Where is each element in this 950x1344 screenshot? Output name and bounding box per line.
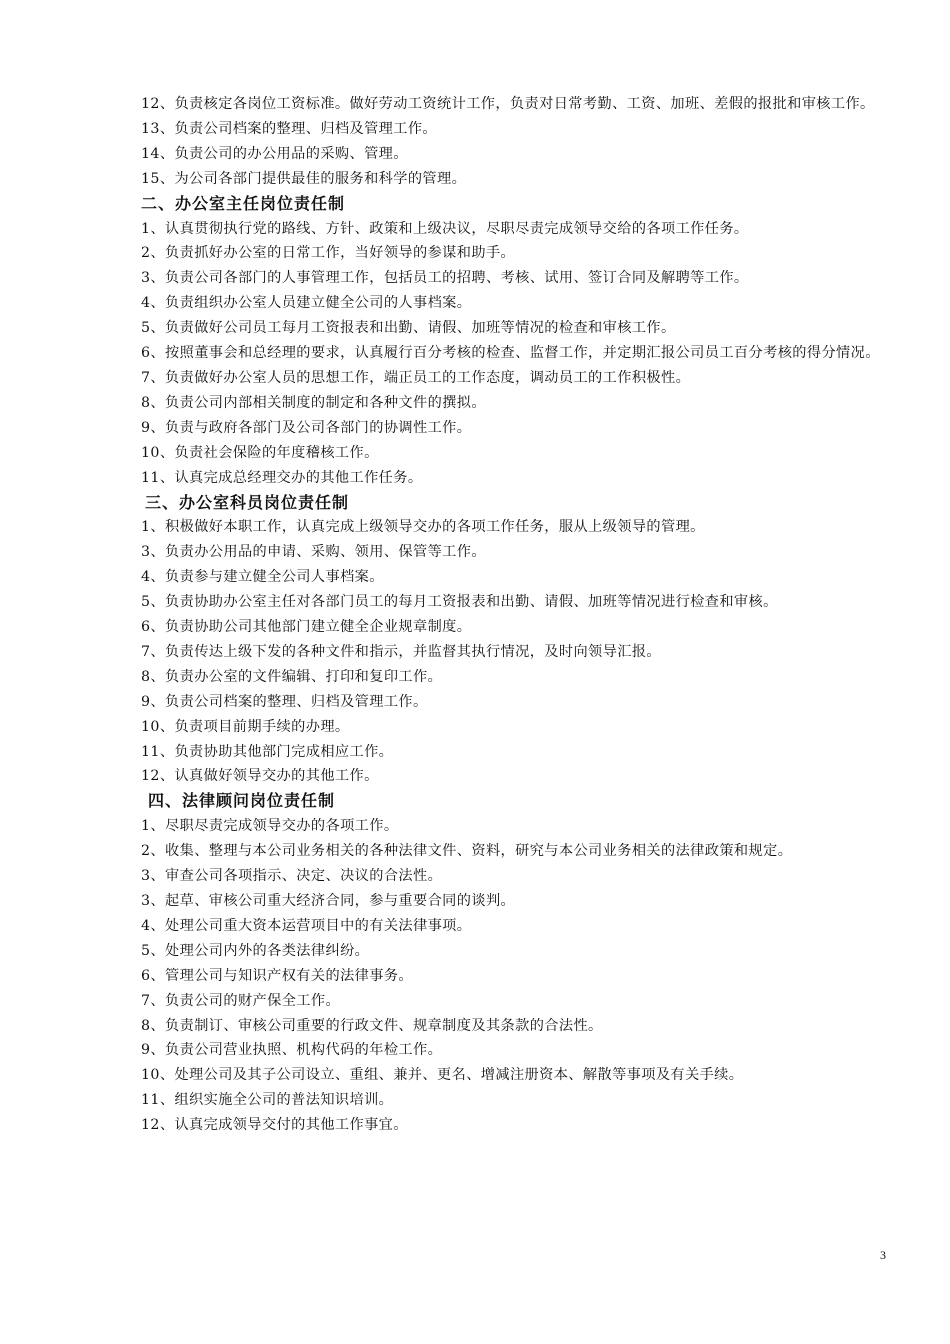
section-heading-office-clerk: 三、办公室科员岗位责任制 [145, 492, 350, 512]
paragraph: 12、认真完成领导交付的其他工作事宜。 [141, 1117, 408, 1134]
paragraph: 5、处理公司内外的各类法律纠纷。 [141, 942, 370, 959]
paragraph: 1、积极做好本职工作，认真完成上级领导交办的各项工作任务，服从上级领导的管理。 [141, 519, 705, 536]
paragraph: 8、负责制订、审核公司重要的行政文件、规章制度及其条款的合法性。 [141, 1017, 603, 1034]
paragraph: 11、认真完成总经理交办的其他工作任务。 [141, 469, 423, 486]
paragraph: 9、负责公司档案的整理、归档及管理工作。 [141, 693, 428, 710]
paragraph: 5、负责做好公司员工每月工资报表和出勤、请假、加班等情况的检查和审核工作。 [141, 320, 676, 337]
paragraph: 6、按照董事会和总经理的要求，认真履行百分考核的检查、监督工作，并定期汇报公司员工百分考核的得分情况。 [141, 345, 880, 362]
page-number: 3 [880, 1248, 886, 1262]
paragraph: 10、处理公司及其子公司设立、重组、兼并、更名、增减注册资本、解散等事项及有关手续。 [141, 1067, 744, 1084]
paragraph: 4、处理公司重大资本运营项目中的有关法律事项。 [141, 917, 472, 934]
section-heading-office-director: 二、办公室主任岗位责任制 [141, 193, 346, 213]
paragraph: 7、负责公司的财产保全工作。 [141, 992, 341, 1009]
paragraph: 11、组织实施全公司的普法知识培训。 [141, 1092, 394, 1109]
paragraph: 8、负责公司内部相关制度的制定和各种文件的撰拟。 [141, 394, 486, 411]
paragraph: 4、负责参与建立健全公司人事档案。 [141, 569, 384, 586]
paragraph: 2、负责抓好办公室的日常工作，当好领导的参谋和助手。 [141, 245, 516, 262]
paragraph: 12、负责核定各岗位工资标准。做好劳动工资统计工作，负责对日常考勤、工资、加班、差假的报批和审核工作。 [141, 96, 875, 112]
paragraph: 15、为公司各部门提供最佳的服务和科学的管理。 [141, 170, 467, 187]
paragraph: 3、负责办公用品的申请、采购、领用、保管等工作。 [141, 544, 486, 561]
paragraph: 6、管理公司与知识产权有关的法律事务。 [141, 967, 414, 984]
paragraph: 1、认真贯彻执行党的路线、方针、政策和上级决议，尽职尽责完成领导交给的各项工作任务。 [141, 220, 749, 237]
document-body [110, 92, 896, 1138]
paragraph: 1、尽职尽责完成领导交办的各项工作。 [141, 818, 399, 835]
paragraph: 3、审查公司各项指示、决定、决议的合法性。 [141, 868, 443, 885]
paragraph: 10、负责社会保险的年度稽核工作。 [141, 444, 379, 461]
paragraph: 4、负责组织办公室人员建立健全公司的人事档案。 [141, 295, 472, 312]
paragraph: 5、负责协助办公室主任对各部门员工的每月工资报表和出勤、请假、加班等情况进行检查和审核。 [141, 594, 778, 611]
paragraph: 13、负责公司档案的整理、归档及管理工作。 [141, 120, 438, 137]
paragraph: 7、负责做好办公室人员的思想工作，端正员工的工作态度，调动员工的工作积极性。 [141, 369, 691, 386]
section-heading-legal-counsel: 四、法律顾问岗位责任制 [148, 791, 336, 811]
paragraph: 6、负责协助公司其他部门建立健全企业规章制度。 [141, 619, 472, 636]
paragraph: 12、认真做好领导交办的其他工作。 [141, 768, 379, 785]
paragraph: 14、负责公司的办公用品的采购、管理。 [141, 145, 408, 162]
paragraph: 2、收集、整理与本公司业务相关的各种法律文件、资料，研究与本公司业务相关的法律政策和规定。 [141, 843, 793, 860]
paragraph: 9、负责公司营业执照、机构代码的年检工作。 [141, 1042, 443, 1059]
paragraph: 11、负责协助其他部门完成相应工作。 [141, 743, 394, 760]
paragraph: 8、负责办公室的文件编辑、打印和复印工作。 [141, 668, 443, 685]
paragraph: 3、起草、审核公司重大经济合同，参与重要合同的谈判。 [141, 893, 516, 909]
paragraph: 3、负责公司各部门的人事管理工作，包括员工的招聘、考核、试用、签订合同及解聘等工作。 [141, 270, 749, 287]
paragraph: 7、负责传达上级下发的各种文件和指示，并监督其执行情况，及时向领导汇报。 [141, 643, 661, 660]
paragraph: 10、负责项目前期手续的办理。 [141, 718, 350, 735]
paragraph: 9、负责与政府各部门及公司各部门的协调性工作。 [141, 419, 472, 436]
